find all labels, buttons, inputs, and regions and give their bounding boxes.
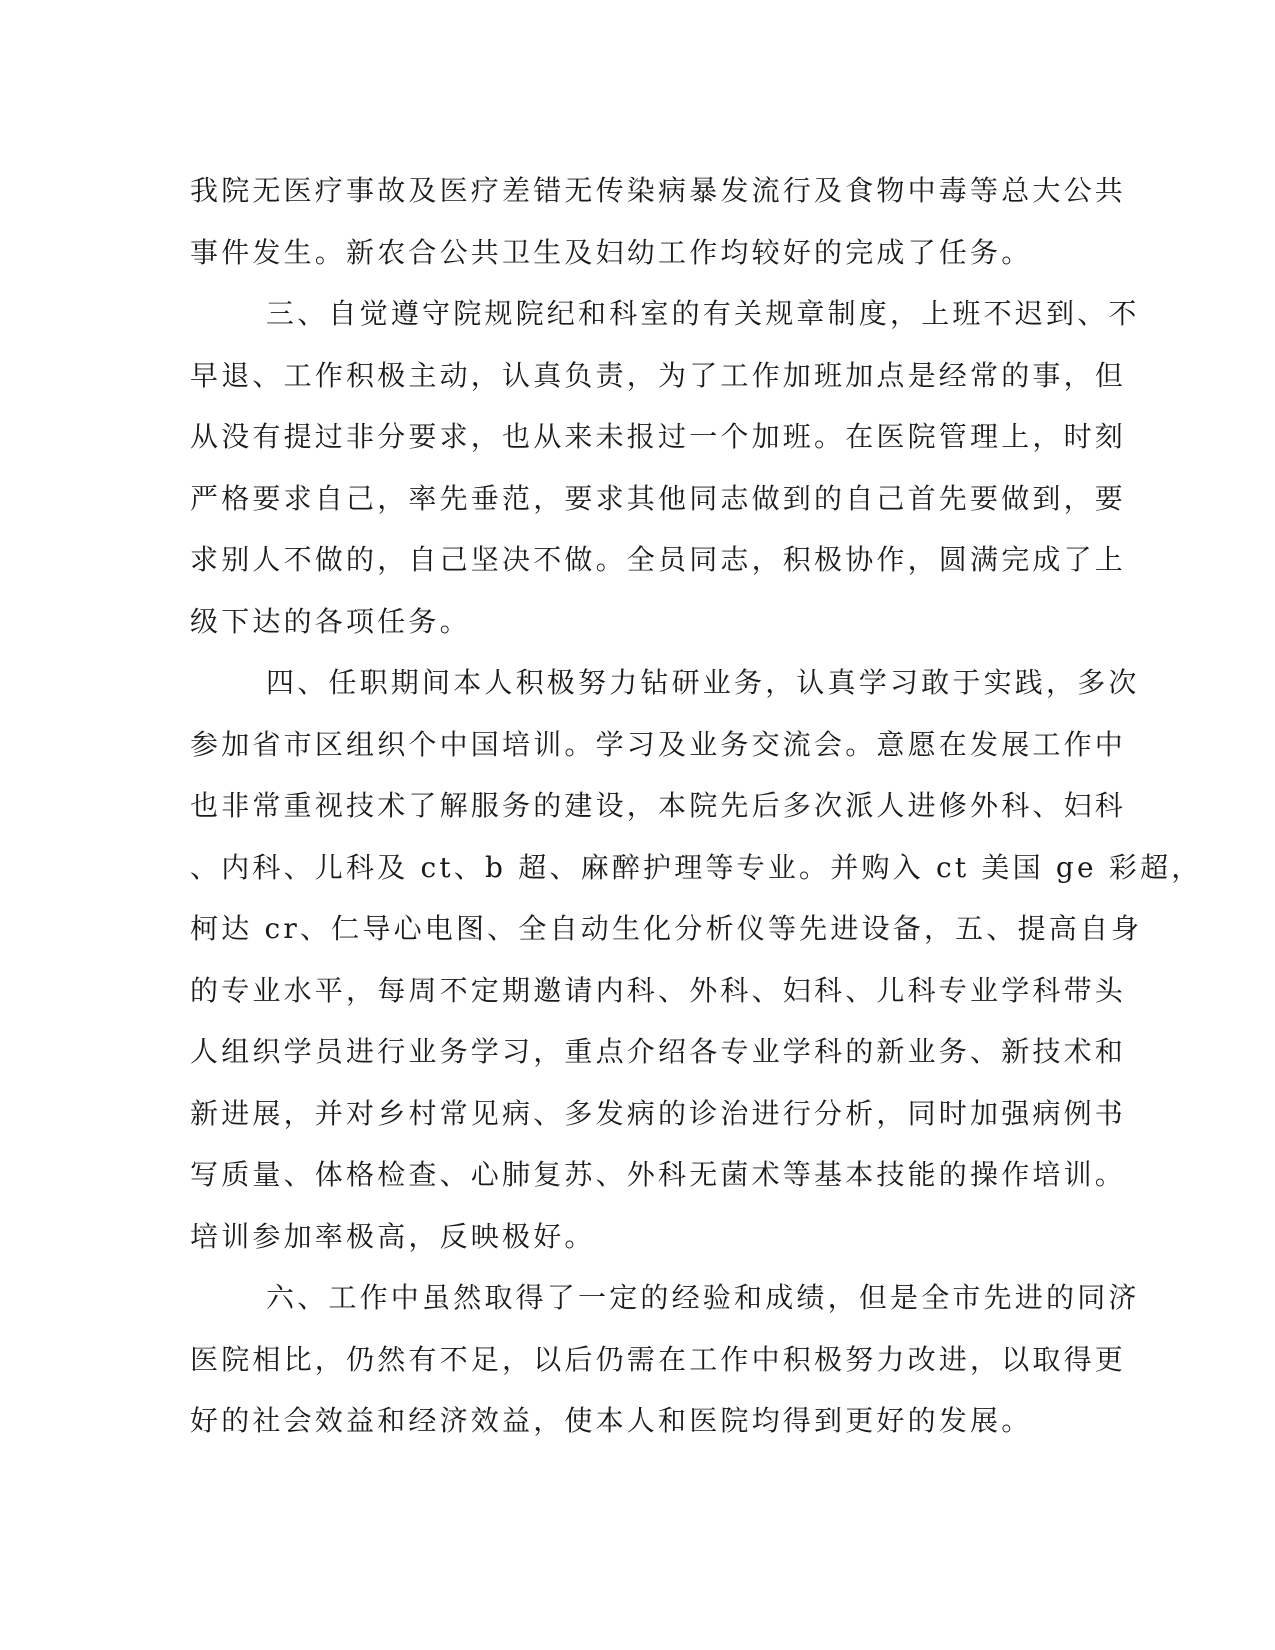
text-line: 新进展，并对乡村常见病、多发病的诊治进行分析，同时加强病例书 [190,1096,1127,1130]
text-line: 柯达 cr、仁导心电图、全自动生化分析仪等先进设备，五、提高自身 [190,912,1143,945]
text-line: 也非常重视技术了解服务的建设，本院先后多次派人进修外科、妇科 [190,789,1127,822]
text-line: 、内科、儿科及 ct、b 超、麻醉护理等专业。并购入 ct 美国 ge 彩超， [190,850,1203,884]
text-line: 早退、工作积极主动，认真负责，为了工作加班加点是经常的事，但 [190,358,1127,392]
paragraph-four-start: 四、任职期间本人积极努力钻研业务，认真学习敢于实践，多次 [266,666,1140,699]
paragraph-three-start: 三、自觉遵守院规院纪和科室的有关规章制度，上班不迟到、不 [266,297,1140,330]
text-line: 严格要求自己，率先垂范，要求其他同志做到的自己首先要做到，要 [190,481,1127,515]
text-line: 我院无医疗事故及医疗差错无传染病暴发流行及食物中毒等总大公共 [190,174,1127,207]
text-line: 事件发生。新农合公共卫生及妇幼工作均较好的完成了任务。 [190,235,1033,269]
text-line: 培训参加率极高，反映极好。 [190,1219,596,1253]
text-line: 级下达的各项任务。 [190,604,471,638]
text-line: 的专业水平，每周不定期邀请内科、外科、妇科、儿科专业学科带头 [190,973,1127,1007]
text-line: 参加省市区组织个中国培训。学习及业务交流会。意愿在发展工作中 [190,727,1127,761]
text-line: 好的社会效益和经济效益，使本人和医院均得到更好的发展。 [190,1404,1033,1437]
text-line: 从没有提过非分要求，也从来未报过一个加班。在医院管理上，时刻 [190,420,1127,453]
text-line: 求别人不做的，自己坚决不做。全员同志，积极协作，圆满完成了上 [190,543,1127,576]
body-text [190,160,1203,1452]
text-line: 医院相比，仍然有不足，以后仍需在工作中积极努力改进，以取得更 [190,1342,1127,1376]
text-line: 人组织学员进行业务学习，重点介绍各专业学科的新业务、新技术和 [190,1035,1127,1068]
paragraph-six-start: 六、工作中虽然取得了一定的经验和成绩，但是全市先进的同济 [266,1281,1140,1314]
text-line: 写质量、体格检查、心肺复苏、外科无菌术等基本技能的操作培训。 [190,1158,1127,1191]
